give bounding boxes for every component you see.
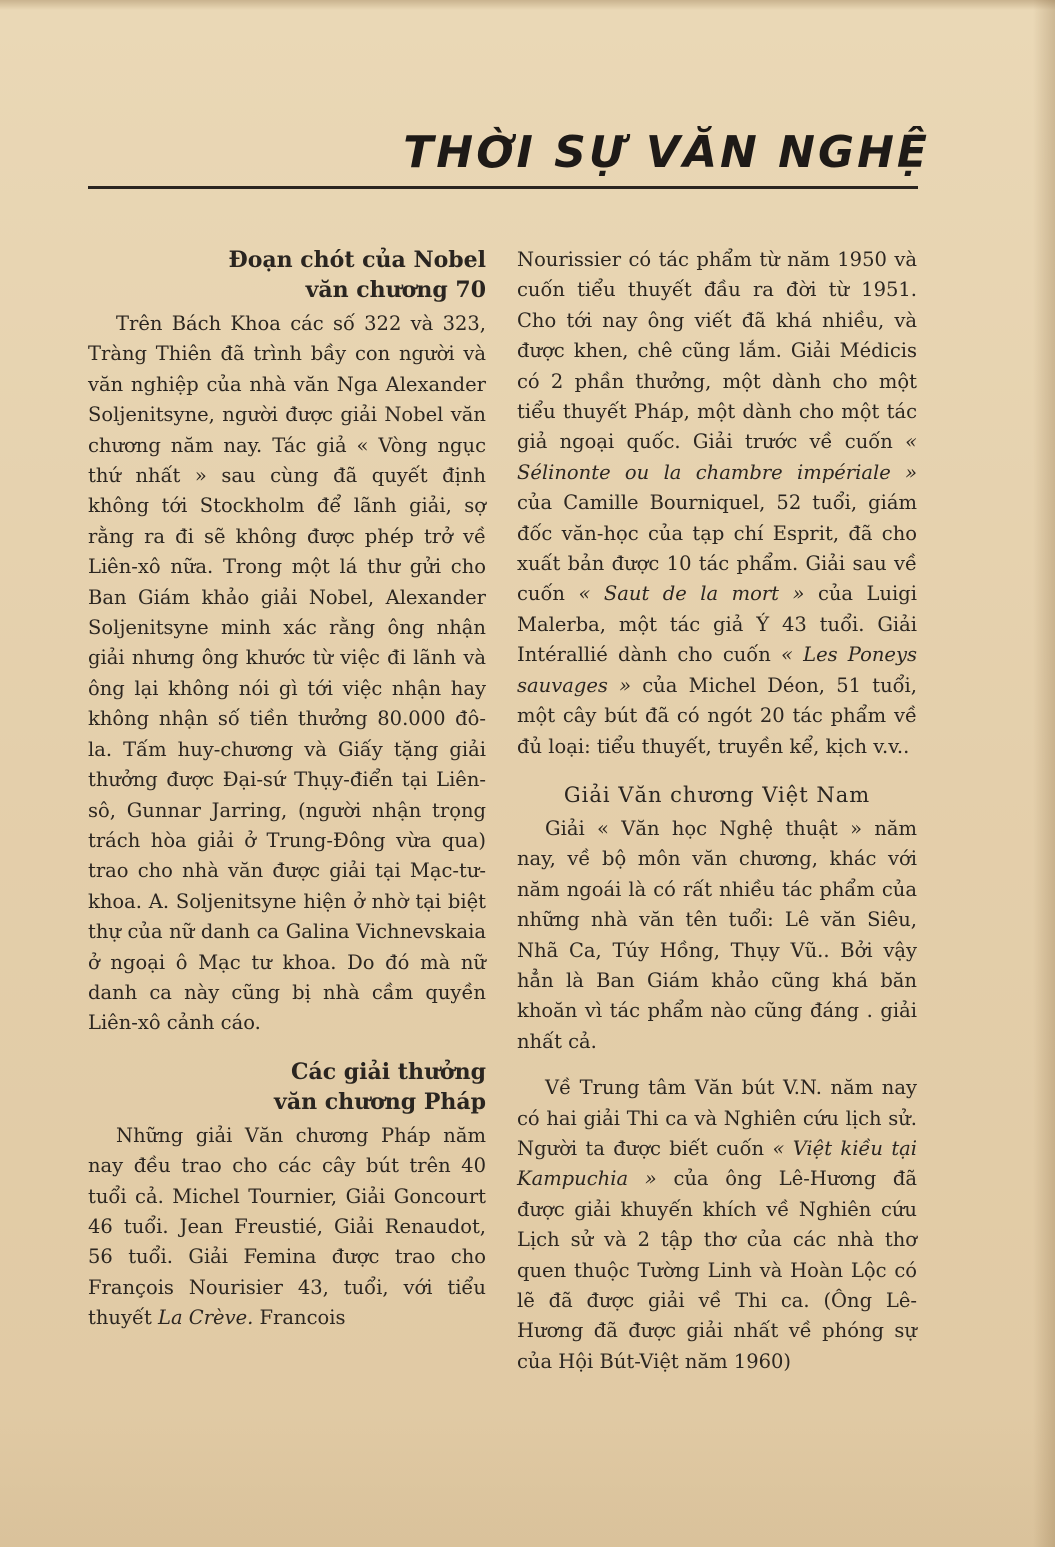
section-title: THỜI SỰ VĂN NGHỆ [403, 127, 930, 178]
article-heading-vietnam-prize: Giải Văn chương Việt Nam [563, 782, 871, 807]
article-heading-nobel-line1: Đoạn chót của Nobel [228, 247, 486, 273]
article-heading-nobel-line2: văn chương 70 [305, 277, 486, 303]
title-rule [88, 186, 918, 189]
article-paragraph-french-prizes [88, 1121, 486, 1334]
page-bottom-fade [0, 1407, 1055, 1547]
medicis-text-1: Nourissier có tác phẩm từ năm 1950 và cuốn tiểu thuyết đầu ra đời từ 1951. Cho tới nay ông viết đã khá nhiều, và được khen, chê cũng lắm. Giải Médicis có 2 phần thưởng, một dành cho một tiểu thuyết Pháp, một dành cho một tác giả ngoại quốc. Giải trước về cuốn [517, 248, 917, 454]
medicis-text-2: của Camille Bourniquel, 52 tuổi, giám đốc văn-học của tạp chí Esprit, đã cho xuất bản được 10 tác phẩm. Giải sau về cuốn [517, 491, 917, 606]
medicis-text-3: của Luigi Malerba, một tác giả Ý 43 tuổi. Giải Intérallié dành cho cuốn [517, 582, 917, 667]
article-paragraph-medicis [517, 245, 917, 762]
medicis-text-4: của Michel Déon, 51 tuổi, một cây bút đã có ngót 20 tác phẩm về đủ loại: tiểu thuyết, truyền kể, kịch v.v.. [517, 673, 917, 758]
article-paragraph-pen-center [517, 1073, 917, 1377]
book-title-viet-kieu: « Việt kiều tại Kampuchia » [517, 1136, 918, 1191]
book-title-les-poneys: « Les Poneys sauvages » [517, 643, 917, 697]
pen-center-text-2: của ông Lê-Hương đã được giải khuyến khích về Nghiên cứu Lịch sử và 2 tập thơ của các nhà thơ quen thuộc Tường Linh và Hoàn Lộc có lẽ đã được giải về Thi ca. (Ông Lê-Hương đã được giải nhất về phóng sự của Hội Bút-Việt năm 1960) [517, 1167, 917, 1373]
article-paragraph-nobel: Trên Bách Khoa các số 322 và 323, Tràng Thiên đã trình bầy con người và văn nghiệp của nhà văn Nga Alexander Soljenitsyne, người được giải Nobel văn chương năm nay. Tác giả « Vòng ngục thứ nhất » sau cùng đã quyết định không tới Stockholm để lãnh giải, sợ rằng ra đi sẽ không được phép trở về Liên-xô nữa. Trong một lá thư gửi cho Ban Giám khảo giải Nobel, Alexander Soljenitsyne minh xác rằng ông nhận giải nhưng ông khước từ việc đi lãnh và ông lại không nói gì tới việc nhận hay không nhận số tiền thưởng 80.000 đô-la. Tấm huy-chương và Giấy tặng giải thưởng được Đại-sứ Thụy-điển tại Liên-sô, Gunnar Jarring, (người nhận trọng trách hòa giải ở Trung-Đông vừa qua) trao cho nhà văn được giải tại Mạc-tư-khoa. A. Soljenitsyne hiện ở nhờ tại biệt thự của nữ danh ca Galina Vichnevskaia ở ngoại ô Mạc tư khoa. Do đó mà nữ danh ca này cũng bị nhà cầm quyền Liên-xô cảnh cáo. [88, 312, 486, 1035]
book-title-la-creve: La Crève. [158, 1306, 254, 1330]
left-column [88, 245, 486, 1334]
pen-center-text-1: Về Trung tâm Văn bút V.N. năm nay có hai giải Thi ca và Nghiên cứu lịch sử. Người ta được biết cuốn [517, 1076, 917, 1160]
article-heading-french-prizes-line2: văn chương Pháp [274, 1088, 486, 1115]
page-top-edge [0, 0, 1055, 10]
article-heading-french-prizes-line1: Các giải thưởng [290, 1058, 486, 1085]
article-heading-french-prizes [88, 1057, 486, 1117]
french-prizes-text-end: Francois [259, 1306, 346, 1330]
right-column [517, 245, 917, 1377]
french-prizes-text: Những giải Văn chương Pháp năm nay đều trao cho các cây bút trên 40 tuổi cả. Michel Tournier, Giải Goncourt 46 tuổi. Jean Freustié, Giải Renaudot, 56 tuổi. Giải Femina được trao cho François Nourisier 43, tuổi, với tiểu thuyết [88, 1123, 486, 1330]
book-title-saut-de-la-mort: « Saut de la mort » [578, 582, 805, 606]
article-heading-nobel [88, 245, 486, 305]
page-edge-shadow [1033, 0, 1055, 1547]
book-title-selinonte: « Sélinonte ou la chambre impériale » [517, 430, 917, 484]
article-paragraph-vietnam-prize: Giải « Văn học Nghệ thuật » năm nay, về bộ môn văn chương, khác với năm ngoái là có rất nhiều tác phẩm của những nhà văn tên tuổi: Lê văn Siêu, Nhã Ca, Túy Hồng, Thụy Vũ.. Bởi vậy hẳn là Ban Giám khảo cũng khá băn khoăn vì tác phẩm nào cũng đáng . giải nhất cả. [517, 816, 917, 1053]
